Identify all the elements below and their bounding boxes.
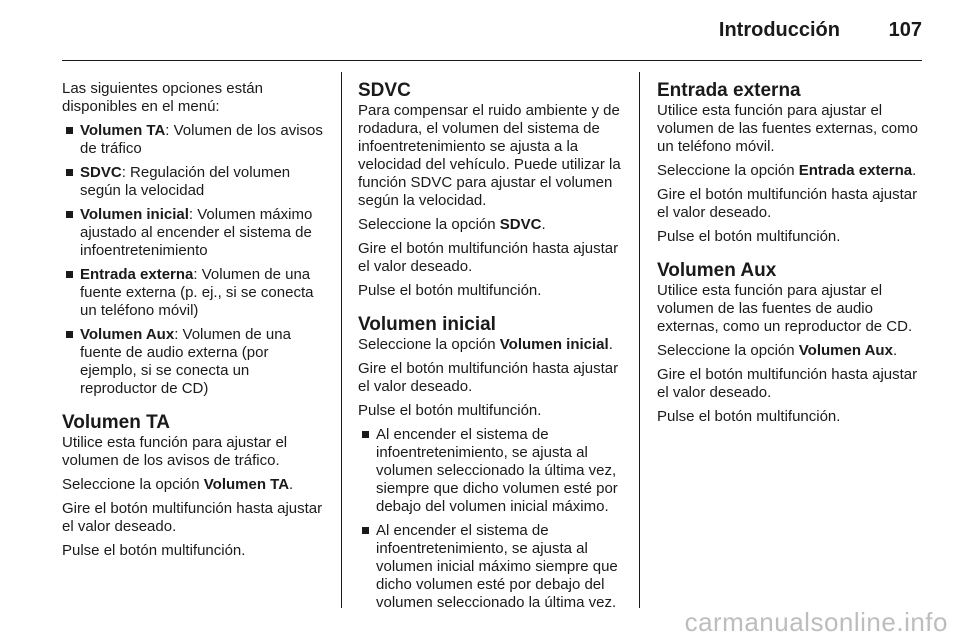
list-item bbox=[62, 206, 324, 260]
bullet-square-icon bbox=[66, 271, 73, 278]
select-instruction: Seleccione la opción Volumen inicial. bbox=[358, 336, 613, 353]
press-instruction: Pulse el botón multifunción. bbox=[62, 542, 246, 559]
column-divider-1 bbox=[341, 72, 342, 608]
option-term: Entrada externa bbox=[80, 266, 194, 283]
section-volumen-aux bbox=[657, 260, 922, 426]
press-instruction: Pulse el botón multifunción. bbox=[358, 402, 542, 419]
page-header bbox=[62, 14, 922, 44]
column-3 bbox=[657, 80, 922, 432]
option-name: SDVC bbox=[499, 216, 542, 233]
section-description: Utilice esta función para ajustar el volumen de las fuentes de audio externas, como un reproductor de CD. bbox=[657, 282, 913, 335]
option-term: Volumen TA bbox=[80, 122, 166, 139]
header-rule bbox=[62, 60, 922, 61]
section-heading: SDVC bbox=[358, 80, 411, 101]
section-volumen-ta bbox=[62, 412, 324, 560]
list-item bbox=[358, 426, 622, 516]
notes-list bbox=[358, 426, 622, 612]
select-instruction: Seleccione la opción Volumen Aux. bbox=[657, 342, 898, 359]
section-description: Utilice esta función para ajustar el volumen de las fuentes externas, como un teléfono móvil. bbox=[657, 102, 918, 155]
section-description: Utilice esta función para ajustar el volumen de los avisos de tráfico. bbox=[62, 434, 288, 469]
section-heading: Volumen Aux bbox=[657, 260, 777, 281]
note-text: Al encender el sistema de infoentretenimiento, se ajusta al volumen seleccionado la última vez, siempre que dicho volumen esté por debajo del volumen inicial máximo. bbox=[376, 426, 618, 515]
section-heading: Volumen inicial bbox=[358, 314, 496, 335]
note-text: Al encender el sistema de infoentretenimiento, se ajusta al volumen inicial máximo siempre que dicho volumen esté por debajo del volumen seleccionado la última vez. bbox=[376, 522, 618, 611]
option-text: : Volumen máximo ajustado al encender el sistema de infoentretenimiento bbox=[80, 206, 313, 259]
option-text: : Volumen de una fuente externa (p. ej., si se conecta un teléfono móvil) bbox=[80, 266, 314, 319]
column-divider-2 bbox=[639, 72, 640, 608]
option-text: : Regulación del volumen según la velocidad bbox=[80, 164, 291, 199]
list-item bbox=[62, 164, 324, 200]
section-sdvc bbox=[358, 80, 622, 300]
option-term: Volumen inicial bbox=[80, 206, 189, 223]
list-item bbox=[62, 326, 324, 398]
select-instruction: Seleccione la opción SDVC. bbox=[358, 216, 546, 233]
press-instruction: Pulse el botón multifunción. bbox=[358, 282, 542, 299]
watermark: carmanualsonline.info bbox=[684, 607, 948, 637]
section-heading: Volumen TA bbox=[62, 412, 171, 433]
press-instruction: Pulse el botón multifunción. bbox=[657, 228, 841, 245]
bullet-square-icon bbox=[362, 431, 369, 438]
option-name: Volumen Aux bbox=[798, 342, 893, 359]
column-2 bbox=[358, 80, 622, 618]
page-number: 107 bbox=[888, 19, 922, 41]
option-text: : Volumen de una fuente de audio externa (por ejemplo, si se conecta un reproductor de CD) bbox=[80, 326, 291, 397]
menu-options-list bbox=[62, 122, 324, 398]
option-term: SDVC bbox=[80, 164, 122, 181]
press-instruction: Pulse el botón multifunción. bbox=[657, 408, 841, 425]
section-description: Para compensar el ruido ambiente y de rodadura, el volumen del sistema de infoentretenimiento se ajusta a la velocidad del vehículo. Puede utilizar la función SDVC para ajustar el volumen según la velocidad. bbox=[358, 102, 621, 209]
list-item bbox=[62, 122, 324, 158]
bullet-square-icon bbox=[66, 127, 73, 134]
turn-instruction: Gire el botón multifunción hasta ajustar el valor deseado. bbox=[657, 186, 918, 221]
bullet-square-icon bbox=[362, 527, 369, 534]
section-entrada-externa bbox=[657, 80, 922, 246]
option-name: Volumen inicial bbox=[499, 336, 609, 353]
list-item bbox=[62, 266, 324, 320]
turn-instruction: Gire el botón multifunción hasta ajustar el valor deseado. bbox=[657, 366, 918, 401]
section-heading: Entrada externa bbox=[657, 80, 801, 101]
bullet-square-icon bbox=[66, 211, 73, 218]
column-1 bbox=[62, 80, 324, 566]
option-term: Volumen Aux bbox=[80, 326, 175, 343]
menu-intro: Las siguientes opciones están disponibles en el menú: bbox=[62, 80, 263, 115]
select-instruction: Seleccione la opción Volumen TA. bbox=[62, 476, 294, 493]
option-name: Entrada externa bbox=[798, 162, 913, 179]
option-text: : Volumen de los avisos de tráfico bbox=[80, 122, 323, 157]
bullet-square-icon bbox=[66, 331, 73, 338]
turn-instruction: Gire el botón multifunción hasta ajustar el valor deseado. bbox=[358, 360, 619, 395]
list-item bbox=[358, 522, 622, 612]
turn-instruction: Gire el botón multifunción hasta ajustar el valor deseado. bbox=[358, 240, 619, 275]
option-name: Volumen TA bbox=[203, 476, 290, 493]
turn-instruction: Gire el botón multifunción hasta ajustar el valor deseado. bbox=[62, 500, 323, 535]
page-title: Introducción bbox=[718, 19, 840, 41]
section-volumen-inicial bbox=[358, 314, 622, 612]
bullet-square-icon bbox=[66, 169, 73, 176]
select-instruction: Seleccione la opción Entrada externa. bbox=[657, 162, 917, 179]
